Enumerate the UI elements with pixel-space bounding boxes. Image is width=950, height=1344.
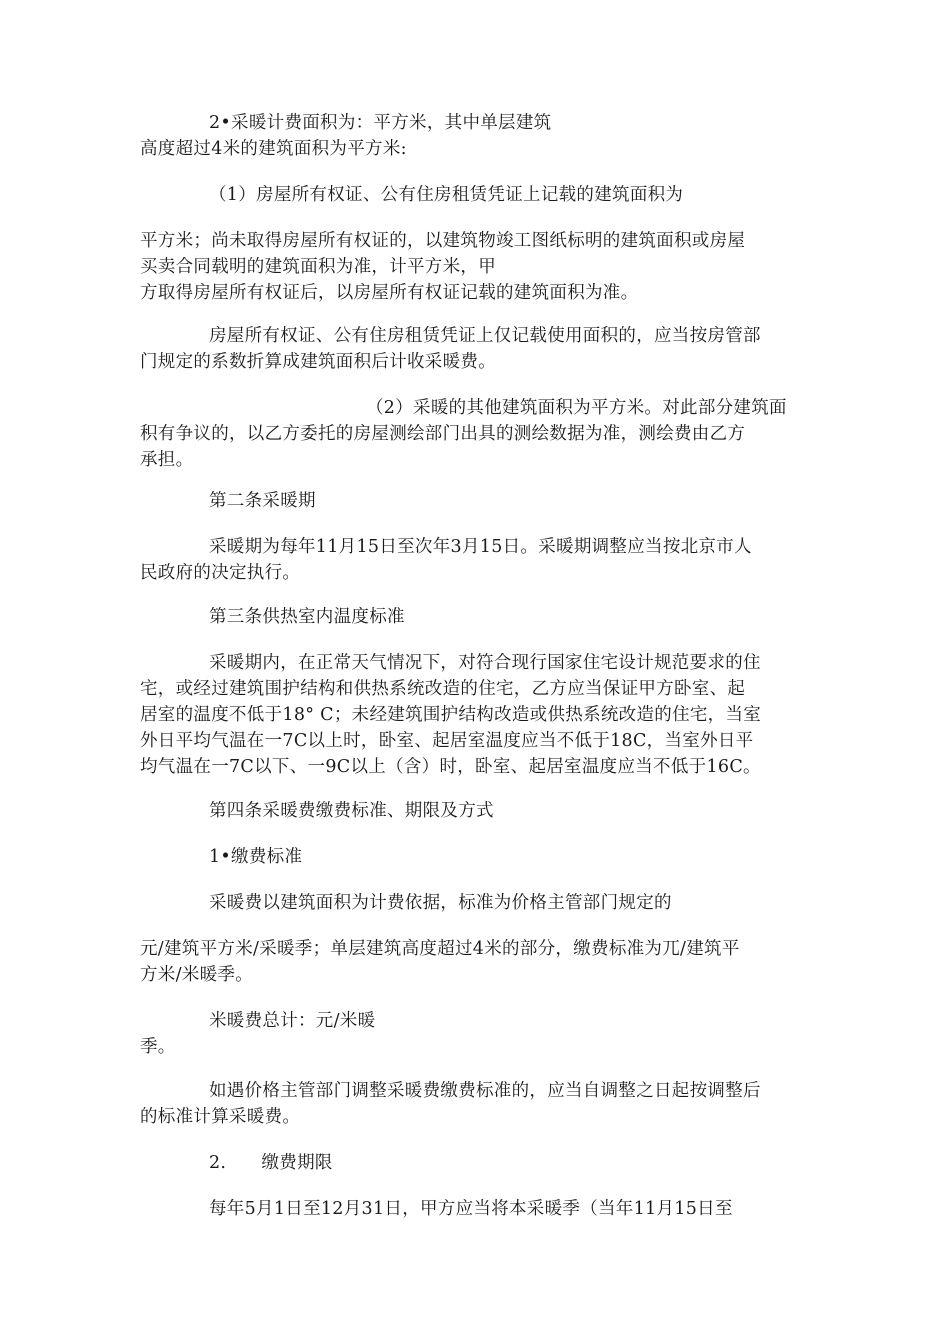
text-line: 居室的温度不低于18° C；未经建筑围护结构改造或供热系统改造的住宅，当室 bbox=[140, 705, 762, 725]
text-line: 房屋所有权证、公有住房租赁凭证上仅记载使用面积的，应当按房管部 bbox=[209, 326, 761, 346]
text-line: 采暖期内，在正常天气情况下，对符合现行国家住宅设计规范要求的住 bbox=[209, 653, 761, 673]
text-line: 均气温在一7C以下、一9C以上（含）时，卧室、起居室温度应当不低于16C。 bbox=[140, 757, 761, 777]
text-line: 民政府的决定执行。 bbox=[140, 563, 301, 583]
text-line: （2）采暖的其他建筑面积为平方米。对此部分建筑面 bbox=[366, 398, 787, 418]
text-line: （1）房屋所有权证、公有住房租赁凭证上记载的建筑面积为 bbox=[209, 185, 684, 205]
text-line: 每年5月1日至12月31日，甲方应当将本采暖季（当年11月15日至 bbox=[209, 1199, 733, 1219]
text-line: 积有争议的，以乙方委托的房屋测绘部门出具的测绘数据为准，测绘费由乙方 bbox=[140, 424, 746, 444]
section-heading: 第四条采暖费缴费标准、期限及方式 bbox=[209, 801, 494, 821]
text-line: 采暖费以建筑面积为计费依据，标准为价格主管部门规定的 bbox=[209, 893, 672, 913]
text-line: 方取得房屋所有权证后，以房屋所有权证记载的建筑面积为准。 bbox=[140, 283, 639, 303]
text-line: 元/建筑平方米/采暖季；单层建筑高度超过4米的部分，缴费标准为兀/建筑平 bbox=[140, 939, 740, 959]
text-line: 2•采暖计费面积为：平方米，其中单层建筑 bbox=[209, 113, 552, 133]
section-heading: 第三条供热室内温度标准 bbox=[209, 607, 405, 627]
text-line: 高度超过4米的建筑面积为平方米: bbox=[140, 139, 407, 159]
text-line: 买卖合同载明的建筑面积为准，计平方米，甲 bbox=[140, 257, 496, 277]
text-line: 方米/米暖季。 bbox=[140, 965, 253, 985]
text-line: 米暖费总计：元/米暖 bbox=[209, 1011, 376, 1031]
text-line: 宅，或经过建筑围护结构和供热系统改造的住宅，乙方应当保证甲方卧室、起 bbox=[140, 679, 746, 699]
subsection-heading: 1•缴费标准 bbox=[209, 847, 303, 867]
text-line: 如遇价格主管部门调整采暖费缴费标准的，应当自调整之日起按调整后 bbox=[209, 1081, 761, 1101]
subsection-heading: 2. 缴费期限 bbox=[209, 1153, 333, 1173]
section-heading: 第二条采暖期 bbox=[209, 491, 316, 511]
text-line: 承担。 bbox=[140, 450, 194, 470]
text-line: 平方米；尚未取得房屋所有权证的，以建筑物竣工图纸标明的建筑面积或房屋 bbox=[140, 231, 746, 251]
text-line: 外日平均气温在一7C以上时，卧室、起居室温度应当不低于18C，当室外日平 bbox=[140, 731, 754, 751]
text-line: 采暖期为每年11月15日至次年3月15日。采暖期调整应当按北京市人 bbox=[209, 537, 752, 557]
text-line: 门规定的系数折算成建筑面积后计收采暖费。 bbox=[140, 352, 496, 372]
text-line: 的标准计算采暖费。 bbox=[140, 1107, 301, 1127]
text-line: 季。 bbox=[140, 1037, 176, 1057]
